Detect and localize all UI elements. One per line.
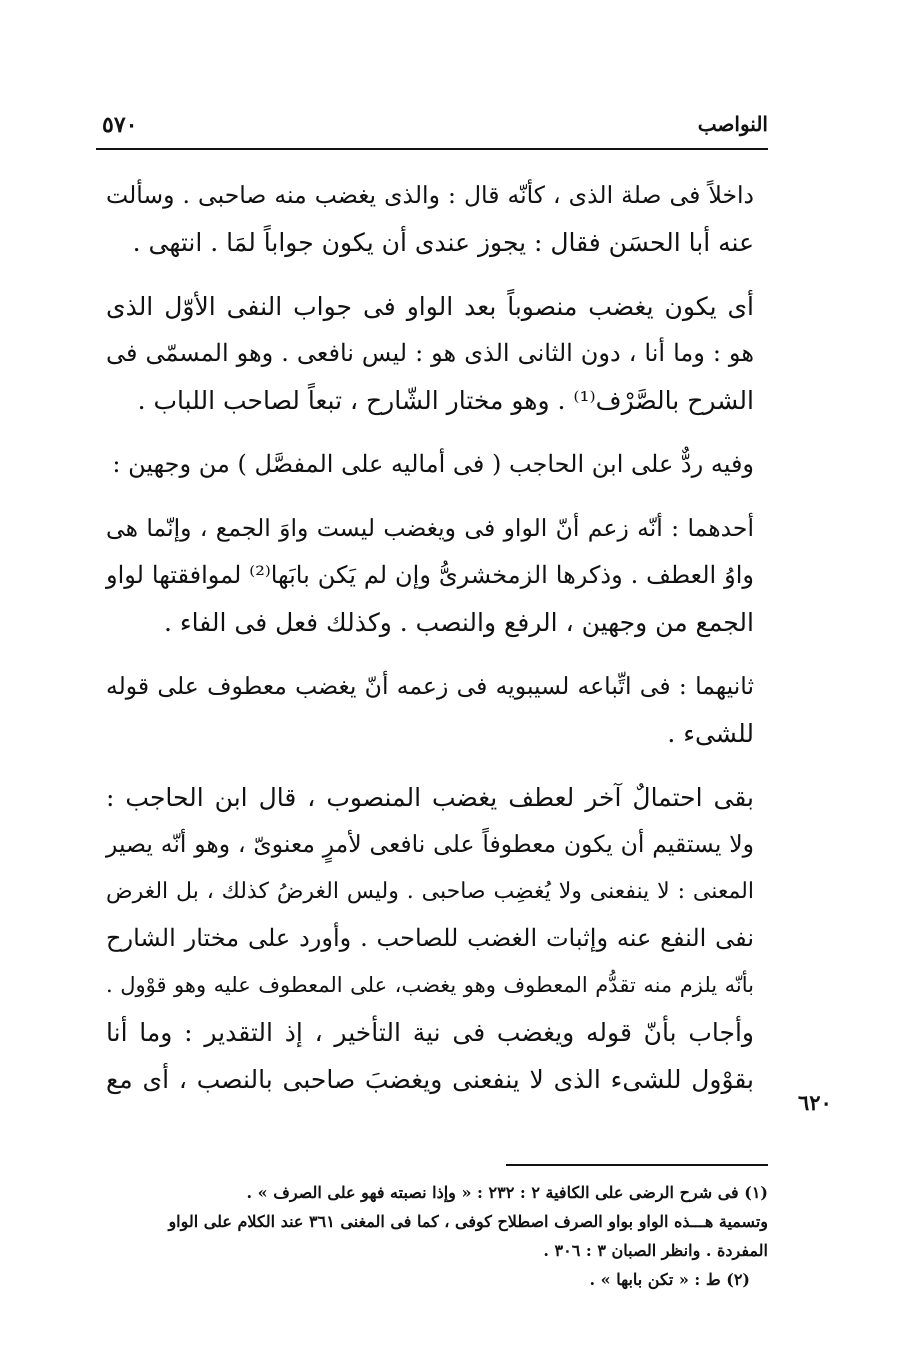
text-line: أى يكون يغضب منصوباً بعد الواو فى جواب النفى الأوّل الذى: [106, 292, 754, 321]
header-rule: [96, 148, 768, 150]
text-line: الجمع من وجهين ، الرفع والنصب . وكذلك فعل فى الفاء .: [163, 608, 754, 637]
text-line: أحدهما : أنّه زعم أنّ الواو فى ويغضب ليست واوَ الجمع ، وإنّما هى: [106, 514, 754, 542]
text-line: ولا يستقيم أن يكون معطوفاً على نافعى لأمرٍ معنوىّ ، وهو أنّه يصير: [106, 830, 754, 858]
running-header: [96, 112, 768, 144]
chapter-title: النواصب: [697, 112, 768, 136]
text-line: وأجاب بأنّ قوله ويغضب فى نية التأخير ، إذ التقدير : وما أنا: [106, 1018, 754, 1047]
footnote-rule: [506, 1164, 768, 1166]
text-line: بقى احتمالٌ آخر لعطف يغضب المنصوب ، قال ابن الحاجب :: [106, 783, 754, 812]
footnote-line: وتسمية هـــذه الواو بواو الصرف اصطلاح كوفى ، كما فى المغنى ٣٦١ عند الكلام على الواو: [168, 1212, 768, 1231]
main-text: [106, 172, 754, 1120]
paragraph: [106, 441, 754, 488]
page-number: ٥٧٠: [102, 112, 138, 138]
paragraph: [106, 774, 754, 1103]
footnote-line: المفردة . وانظر الصبان ٣ : ٣٠٦ .: [543, 1241, 768, 1260]
text-line: بقوْول للشىء الذى لا ينفعنى ويغضبَ صاحبى بالنصب ، أى مع: [106, 1065, 754, 1094]
footnote-line: (١) فى شرح الرضى على الكافية ٢ : ٢٣٢ : « وإذا نصبته فهو على الصرف » .: [246, 1183, 768, 1202]
text-line: نفى النفع عنه وإثبات الغضب للصاحب . وأورد على مختار الشارح: [106, 924, 754, 952]
margin-page-number: ٦٢٠: [798, 1090, 832, 1115]
text-line: واوُ العطف . وذكرها الزمخشرىُّ وإن لم يَكن بابَها⁽²⁾ لموافقتها لواو: [106, 561, 754, 589]
text-line: ثانيهما : فى اتِّباعه لسيبويه فى زعمه أنّ يغضب معطوف على قوله: [106, 672, 754, 700]
paragraph: [106, 663, 754, 757]
text-line: داخلاً فى صلة الذى ، كأنّه قال : والذى يغضب منه صاحبى . وسألت: [106, 181, 754, 209]
text-line: بأنّه يلزم منه تقدُّم المعطوف وهو يغضب، على المعطوف عليه وهو قوْول .: [106, 973, 754, 997]
text-line: الشرح بالصَّرْف⁽¹⁾ . وهو مختار الشّارح ، تبعاً لصاحب اللباب .: [137, 386, 754, 415]
text-line: عنه أبا الحسَن فقال : يجوز عندى أن يكون جواباً لمَا . انتهى .: [132, 228, 754, 257]
footnote-line: (٢) ط : « تكن بابها » .: [589, 1270, 750, 1289]
text-line: للشىء .: [667, 719, 754, 748]
paragraph: [106, 505, 754, 646]
footnotes: [106, 1178, 768, 1294]
paragraph: [106, 172, 754, 266]
text-line: وفيه ردٌّ على ابن الحاجب ( فى أماليه على المفصَّل ) من وجهين :: [112, 450, 754, 478]
text-line: المعنى : لا ينفعنى ولا يُغضِب صاحبى . وليس الغرضُ كذلك ، بل الغرض: [106, 879, 754, 904]
paragraph: [106, 283, 754, 424]
text-line: هو : وما أنا ، دون الثانى الذى هو : ليس نافعى . وهو المسمّى فى: [106, 339, 754, 367]
